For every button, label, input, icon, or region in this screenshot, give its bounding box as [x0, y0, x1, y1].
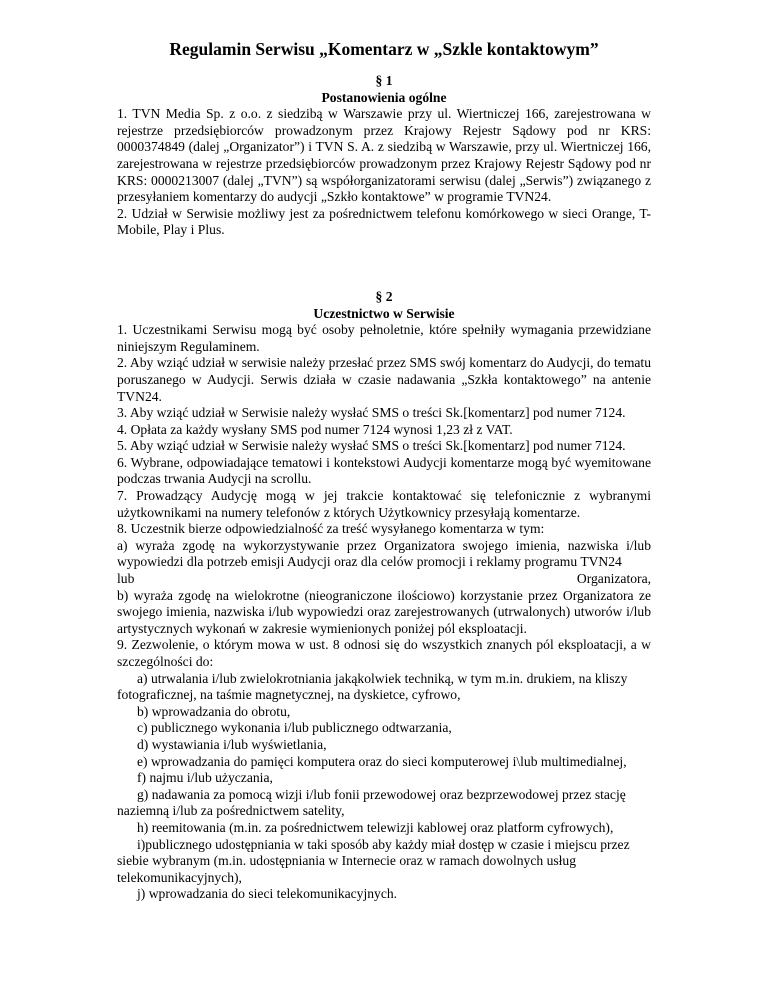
section-spacer: [117, 239, 651, 289]
document-title: Regulamin Serwisu „Komentarz w „Szkle kontaktowym”: [169, 39, 599, 59]
paragraph: 9. Zezwolenie, o którym mowa w ust. 8 odnosi się do wszystkich znanych pól eksploatacji, a w szczególności do:: [117, 637, 651, 669]
paragraph: 4. Opłata za każdy wysłany SMS pod numer 7124 wynosi 1,23 zł z VAT.: [117, 421, 513, 437]
section-2: [117, 289, 651, 903]
section-number: § 2: [375, 288, 393, 304]
paragraph: 7. Prowadzący Audycję mogą w jej trakcie kontaktować się telefonicznie z wybranymi użytkownikami na numery telefonów z których Użytkownicy przesyłają komentarze.: [117, 488, 651, 520]
list-item: c) publicznego wykonania i/lub publicznego odtwarzania,: [137, 720, 452, 736]
paragraph: lub Organizatora,: [117, 571, 651, 587]
list-item: e) wprowadzania do pamięci komputera oraz do sieci komputerowej i\lub multimedialnej,: [137, 753, 627, 769]
paragraph: b) wyraża zgodę na wielokrotne (nieograniczone ilościowo) korzystanie przez Organizatora ze swojego imienia, nazwiska i/lub wypowiedzi oraz zarejestrowanych (utrwalonych) utworów i/lub artystycznych wykonań w zakresie wymienionych poniżej pól eksploatacji.: [117, 587, 651, 636]
paragraph: 1. Uczestnikami Serwisu mogą być osoby pełnoletnie, które spełniły wymagania przewidziane niniejszym Regulaminem.: [117, 322, 651, 354]
section-heading: Postanowienia ogólne: [321, 89, 447, 105]
paragraph: 2. Udział w Serwisie możliwy jest za pośrednictwem telefonu komórkowego w sieci Orange, T-Mobile, Play i Plus.: [117, 205, 651, 238]
list-item: g) nadawania za pomocą wizji i/lub fonii przewodowej oraz bezprzewodowej przez stację naziemną i/lub za pośrednictwem satelity,: [117, 786, 626, 819]
paragraph: 2. Aby wziąć udział w serwisie należy przesłać przez SMS swój komentarz do Audycji, do tematu poruszanego w Audycji. Serwis działa w czasie nadawania „Szkła kontaktowego” na antenie TVN24.: [117, 355, 651, 404]
section-heading: Uczestnictwo w Serwisie: [313, 305, 455, 321]
list-item: i)publicznego udostępniania w taki sposób aby każdy miał dostęp w czasie i miejscu przez siebie wybranym (m.in. udostępniania w Internecie oraz w ramach dowolnych usług telekomunikacyjnych),: [117, 836, 630, 885]
paragraph: 3. Aby wziąć udział w Serwisie należy wysłać SMS o treści Sk.[komentarz] pod numer 7124.: [117, 405, 626, 421]
paragraph: a) wyraża zgodę na wykorzystywanie przez Organizatora swojego imienia, nazwiska i/lub wypowiedzi dla potrzeb emisji Audycji oraz dla celów promocji i reklamy programu TVN24: [117, 537, 651, 570]
paragraph: 8. Uczestnik bierze odpowiedzialność za treść wysyłanego komentarza w tym:: [117, 521, 545, 537]
list-item: b) wprowadzania do obrotu,: [137, 703, 291, 719]
section-number: § 1: [375, 73, 393, 88]
list-item: f) najmu i/lub użyczania,: [137, 770, 273, 786]
section-1: [117, 73, 651, 239]
list-item: h) reemitowania (m.in. za pośrednictwem telewizji kablowej oraz platform cyfrowych),: [137, 819, 614, 835]
paragraph: 6. Wybrane, odpowiadające tematowi i kontekstowi Audycji komentarze mogą być wyemitowane podczas trwania Audycji na scrollu.: [117, 454, 651, 487]
paragraph: 1. TVN Media Sp. z o.o. z siedzibą w Warszawie przy ul. Wiertniczej 166, zarejestrowana w rejestrze przedsiębiorców prowadzonym przez Krajowy Rejestr Sądowy pod nr KRS: 0000374849 (dalej „Organizator”) i TVN S. A. z siedzibą w Warszawie, przy ul. Wiertniczej 166, zarejestrowana w rejestrze przedsiębiorców prowadzonym przez Krajowy Rejestr Sądowy pod nr KRS: 0000213007 (dalej „TVN”) są współorganizatorami serwisu (dalej „Serwis”) związanego z przesyłaniem komentarzy do audycji „Szkło kontaktowe” w programie TVN24.: [117, 106, 651, 205]
list-item: j) wprowadzania do sieci telekomunikacyjnych.: [137, 886, 398, 902]
paragraph: 5. Aby wziąć udział w Serwisie należy wysłać SMS o treści Sk.[komentarz] pod numer 7124.: [117, 438, 626, 454]
list-item: a) utrwalania i/lub zwielokrotniania jakąkolwiek techniką, w tym m.in. drukiem, na kliszy fotograficznej, na taśmie magnetycznej, na dyskietce, cyfrowo,: [117, 670, 628, 703]
list-item: d) wystawiania i/lub wyświetlania,: [137, 736, 327, 752]
